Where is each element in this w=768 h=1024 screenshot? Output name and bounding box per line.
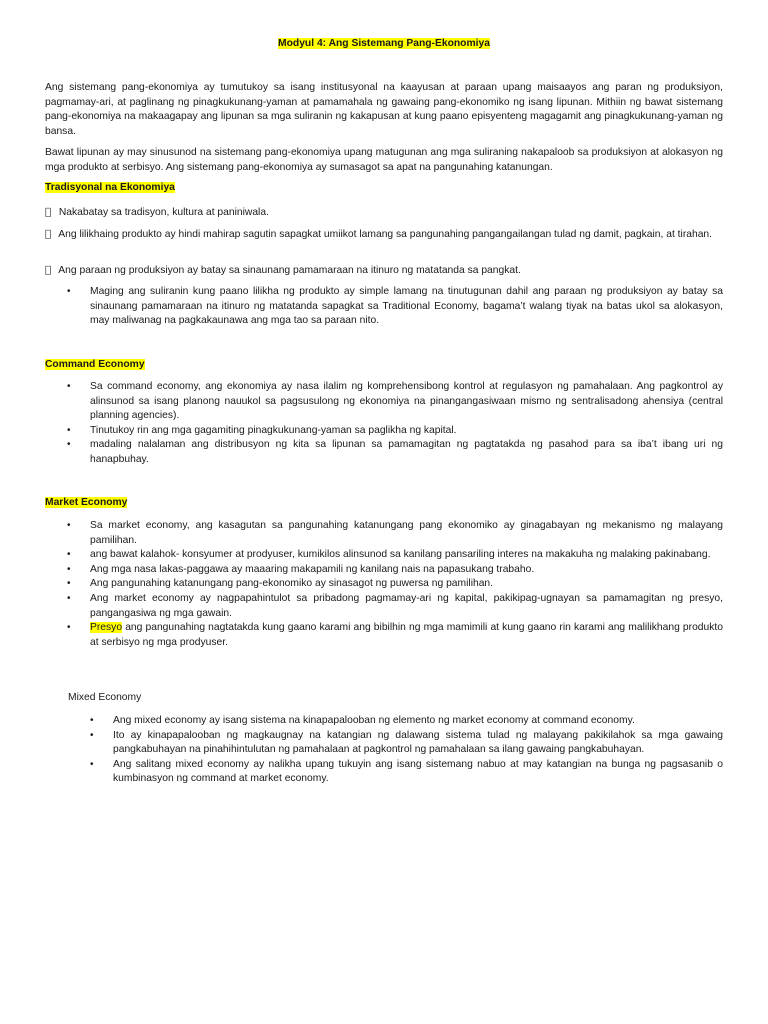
list-item: • Ang market economy ay nagpapahintulot sa pribadong pagmamay-ari ng kapital, pakikipag-ugnayan sa pamamagitan ng presyo, pangangasiwa ng mga gawain.: [67, 592, 723, 619]
bullet-icon: •: [67, 439, 71, 451]
bullet-icon: •: [67, 381, 71, 392]
traditional-bullet-list: [67, 285, 723, 329]
list-item: • Ang mixed economy ay isang sistema na kinapapalooban ng elemento ng market economy at command economy.: [113, 714, 723, 729]
command-heading: Command Economy: [45, 359, 145, 370]
intro-paragraph-1: Ang sistemang pang-ekonomiya ay tumutukoy sa isang institusyonal na kaayusan at paraan upang maisaayos ang paran ng produksiyon, pagmamay-ari, at paglinang ng pinagkukunang-yaman at pamamahala ng gawaing pang-ekonomiko ng isang lipunan. Mithiin ng bawat sistemang pang-ekonomiya na makaagapay ang lipunan sa mga suliranin ng kakapusan at kung paano episyenteng magagamit ang pinagkukunang-yaman ng bansa.: [45, 82, 723, 137]
bullet-icon: •: [67, 286, 71, 297]
list-item: • Ang salitang mixed economy ay nalikha upang tukuyin ang isang sistemang nabuo at may katangian na bunga ng pagsasanib o kumbinasyon ng command at market economy.: [90, 758, 723, 785]
mixed-heading: Mixed Economy: [68, 692, 142, 703]
intro-section: [45, 81, 723, 139]
list-item: • Ang mga nasa lakas-paggawa ay maaaring makapamili ng kanilang nais na papasukang trabaho.: [90, 563, 723, 578]
traditional-point-2: Ang lilikhaing produkto ay hindi mahirap sagutin sapagkat umiikot lamang sa pangunahing pangangailangan tulad ng damit, pagkain, at tirahan.: [45, 227, 723, 243]
market-bullet-list: [67, 519, 723, 650]
bullet-icon: •: [67, 622, 71, 634]
list-item: • Ito ay kinapapalooban ng magkaugnay na katangian ng dalawang sistema tulad ng malayang pakikilahok sa mga gawaing pangkabuhayan na pinahihintulutan ng pamahalaan at pagkontrol ng pamahalaan sa ilang gawaing pangkabuhayan.: [90, 729, 723, 756]
bullet-icon: •: [90, 729, 94, 741]
bullet-icon: •: [90, 758, 94, 770]
list-item: • Presyo ang pangunahing nagtatakda kung gaano karami ang bibilhin ng mga mamimili at kung gaano rin karami ang malilikhang produkto at serbisyo ng mga prodyuser.: [67, 622, 723, 648]
bullet-icon: •: [67, 424, 71, 436]
bullet-icon: •: [67, 563, 71, 575]
mixed-bullet-list: [90, 714, 723, 787]
bullet-icon: •: [67, 520, 71, 531]
intro-section-2: [45, 146, 723, 175]
square-symbol-icon: [45, 263, 56, 278]
presyo-highlight: Presyo: [90, 622, 123, 634]
list-item: • ang bawat kalahok- konsyumer at prodyuser, kumikilos alinsunod sa kanilang pansariling interes na makakuha ng malaking pakinabang.: [90, 548, 723, 563]
page-title: Modyul 4: Ang Sistemang Pang-Ekonomiya: [278, 38, 490, 49]
bullet-icon: •: [67, 549, 71, 561]
traditional-point-1: Nakabatay sa tradisyon, kultura at paniniwala.: [45, 205, 723, 221]
list-item: • Tinutukoy rin ang mga gagamiting pinagkukunang-yaman sa paglikha ng kapital.: [90, 424, 723, 439]
list-item: • Sa command economy, ang ekonomiya ay nasa ilalim ng komprehensibong kontrol at regulasyon ng pamahalaan. Ang pagkontrol ay alinsunod sa isang planong nauukol sa pagsusulong ng ekonomiya na pinangangasiwaan mismo ng sentralisadong ahensiya (central planning agencies).: [67, 381, 723, 422]
market-heading: Market Economy: [45, 497, 128, 508]
list-item: • madaling nalalaman ang distribusyon ng kita sa lipunan sa pamamagitan ng pagtatakda ng pasahod para sa iba’t ibang uri ng hanapbuhay.: [67, 439, 723, 465]
bullet-icon: •: [67, 578, 71, 590]
traditional-point-3: Ang paraan ng produksiyon ay batay sa sinaunang pamamaraan na itinuro ng matatanda sa pangkat.: [45, 263, 723, 279]
bullet-icon: •: [67, 592, 71, 604]
square-symbol-icon: [45, 227, 56, 242]
command-bullet-list: [67, 380, 723, 468]
list-item: • Ang pangunahing katanungang pang-ekonomiko ay sinasagot ng puwersa ng pamilihan.: [90, 577, 723, 592]
traditional-heading: Tradisyonal na Ekonomiya: [45, 182, 175, 193]
intro-paragraph-2: Bawat lipunan ay may sinusunod na sistemang pang-ekonomiya upang matugunan ang mga suliraning nakapaloob sa produksiyon at alokasyon ng mga produkto at serbisyo. Ang sistemang pang-ekonomiya ay sumasagot sa apat na pangunahing katanungan.: [45, 147, 723, 173]
list-item: • Maging ang suliranin kung paano lilikha ng produkto ay simple lamang na tinutugunan dahil ang paraan ng produksiyon ay batay sa sinaunang pamamaraan na itinuro ng matatanda sapagkat sa Traditional Economy, bagama’t walang tiyak na batas ukol sa alokasyon, may maliwanag na pagkakaunawa ang mga tao sa paraan nito.: [67, 286, 723, 327]
list-item: • Sa market economy, ang kasagutan sa pangunahing katanungang pang ekonomiko ay ginagabayan ng mekanismo ng malayang pamilihan.: [67, 520, 723, 546]
square-symbol-icon: [45, 205, 56, 220]
bullet-icon: •: [90, 715, 94, 726]
